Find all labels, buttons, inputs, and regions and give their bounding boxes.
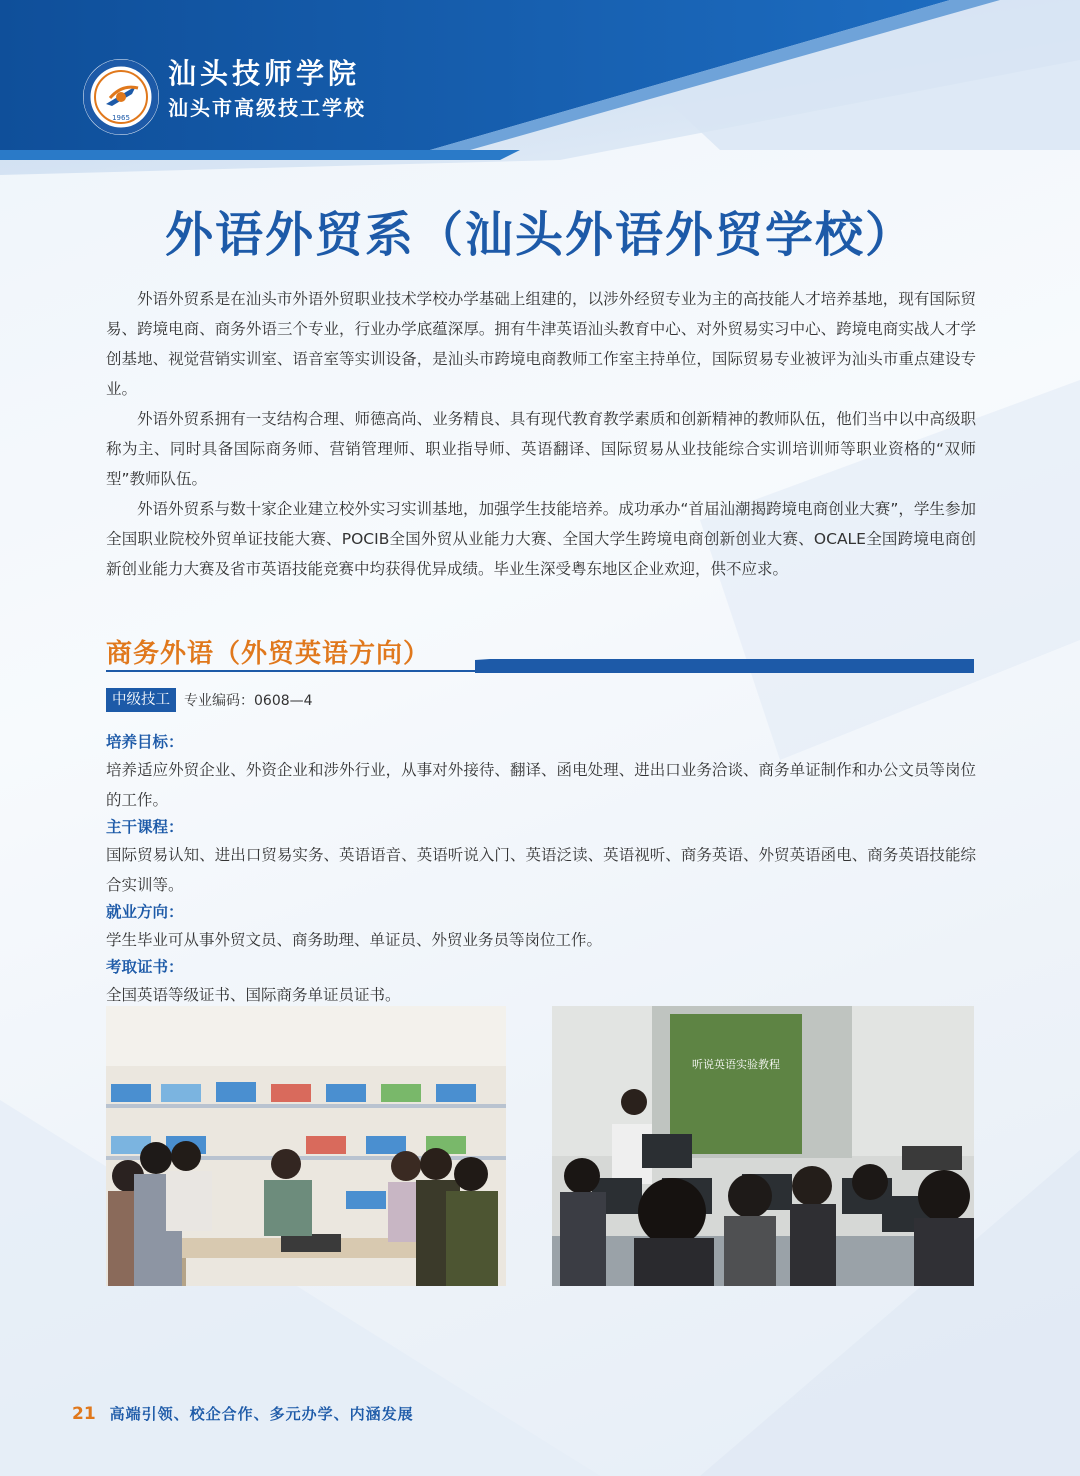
school-name: 汕头技师学院 bbox=[168, 57, 361, 90]
career-label: 就业方向： bbox=[106, 903, 184, 921]
cert-text: 全国英语等级证书、国际商务单证员证书。 bbox=[106, 986, 401, 1004]
page-number: 21 bbox=[72, 1404, 96, 1424]
classroom-discussion-photo bbox=[106, 1006, 506, 1286]
intro-paragraph: 外语外贸系拥有一支结构合理、师德高尚、业务精良、具有现代教育教学素质和创新精神的教师队伍，他们当中以中高级职称为主、同时具备国际商务师、营销管理师、职业指导师、英语翻译、国际贸易从业技能综合实训培训师等职业资格的“双师型”教师队伍。 bbox=[106, 410, 976, 488]
level-badge: 中级技工 bbox=[106, 688, 176, 712]
career-text: 学生毕业可从事外贸文员、商务助理、单证员、外贸业务员等岗位工作。 bbox=[106, 931, 603, 949]
school-subname: 汕头市高级技工学校 bbox=[168, 96, 366, 120]
major-code: 专业编码：0608—4 bbox=[184, 693, 313, 709]
cert-label: 考取证书： bbox=[106, 958, 184, 976]
major-meta bbox=[106, 688, 313, 712]
major-title: 商务外语（外贸英语方向） bbox=[106, 639, 431, 669]
svg-text:1965: 1965 bbox=[112, 114, 130, 122]
major-details bbox=[106, 730, 976, 1010]
courses-label: 主干课程： bbox=[106, 818, 184, 836]
page-footer bbox=[72, 1403, 414, 1424]
intro-paragraph: 外语外贸系与数十家企业建立校外实习实训基地，加强学生技能培养。成功承办“首届汕潮揭跨境电商创业大赛”，学生参加全国职业院校外贸单证技能大赛、POCIB全国外贸从业能力大赛、全国大学生跨境电商创新创业大赛、OCALE全国跨境电商创新创业能力大赛及省市英语技能竞赛中均获得优异成绩。毕业生深受粤东地区企业欢迎，供不应求。 bbox=[106, 500, 976, 578]
section-title-underline bbox=[0, 0, 1080, 700]
goal-label: 培养目标： bbox=[106, 733, 184, 751]
page-title: 外语外贸系（汕头外语外贸学校） bbox=[164, 207, 915, 263]
screen-text: 听说英语实验教程 bbox=[692, 1058, 780, 1071]
intro-paragraph: 外语外贸系是在汕头市外语外贸职业技术学校办学基础上组建的，以涉外经贸专业为主的高技能人才培养基地，现有国际贸易、跨境电商、商务外语三个专业，行业办学底蕴深厚。拥有牛津英语汕头教育中心、对外贸易实习中心、跨境电商实战人才学创基地、视觉营销实训室、语音室等实训设备，是汕头市跨境电商教师工作室主持单位，国际贸易专业被评为汕头市重点建设专业。 bbox=[106, 290, 976, 398]
footer-slogan: 高端引领、校企合作、多元办学、内涵发展 bbox=[109, 1405, 414, 1423]
language-lab-photo bbox=[552, 1006, 974, 1286]
courses-text: 国际贸易认知、进出口贸易实务、英语语音、英语听说入门、英语泛读、英语视听、商务英语、外贸英语函电、商务英语技能综合实训等。 bbox=[106, 846, 976, 894]
goal-text: 培养适应外贸企业、外资企业和涉外行业，从事对外接待、翻译、函电处理、进出口业务洽谈、商务单证制作和办公文员等岗位的工作。 bbox=[106, 761, 976, 809]
